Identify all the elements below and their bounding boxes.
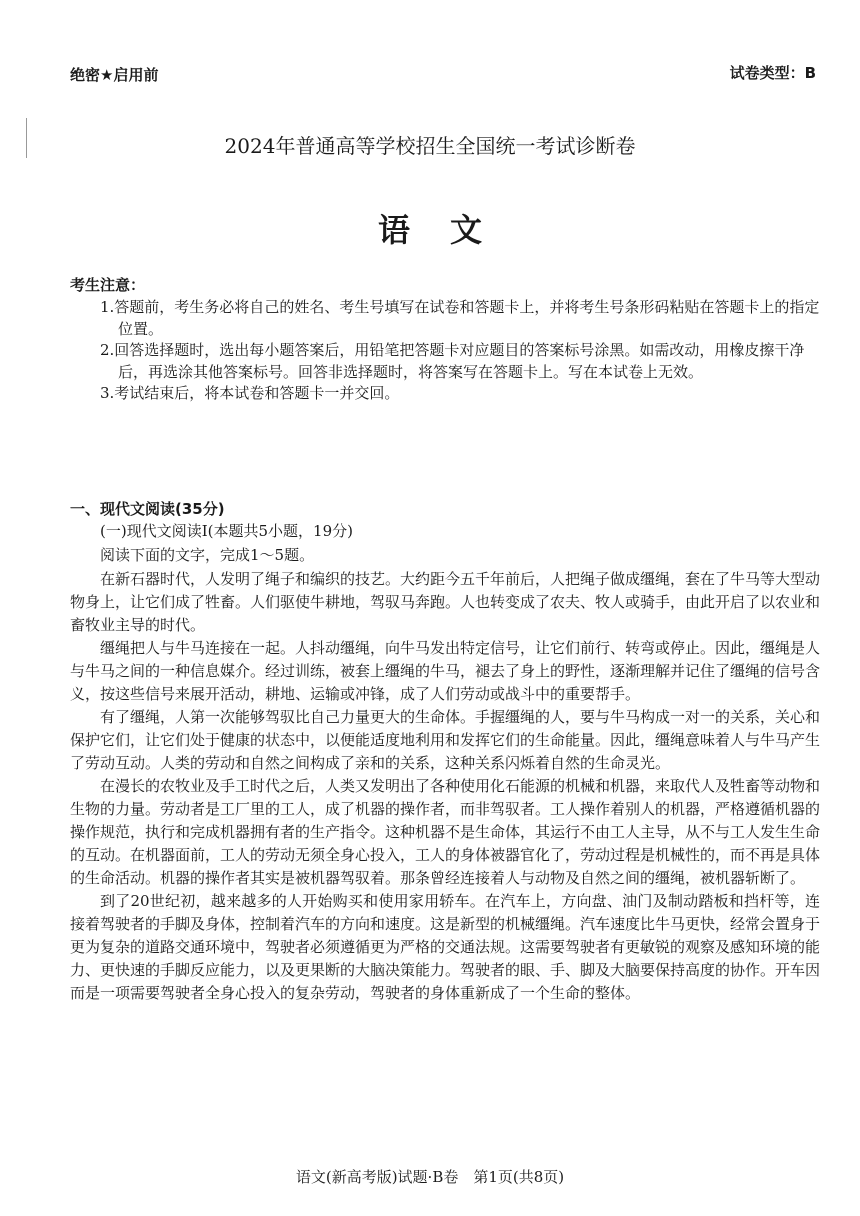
page-footer: 语文(新高考版)试题·B卷 第1页(共8页) (295, 1168, 565, 1186)
notice-item: 3.考试结束后，将本试卷和答题卡一并交回。 (100, 384, 400, 402)
reading-instruction: 阅读下面的文字，完成1～5题。 (100, 546, 315, 564)
passage-paragraph: 有了缰绳，人第一次能够驾驭比自己力量更大的生命体。手握缰绳的人，要与牛马构成一对一的关系，关心和保护它们，让它们处于健康的状态中，以便能适度地利用和发挥它们的生命能量。因此，缰绳意味着人与牛马产生了劳动互动。人类的劳动和自然之间构成了亲和的关系，这种关系闪烁着自然的生命灵光。 (70, 708, 821, 772)
passage-paragraph: 在新石器时代，人发明了绳子和编织的技艺。大约距今五千年前后，人把绳子做成缰绳，套在了牛马等大型动物身上，让它们成了牲畜。人们驱使牛耕地，驾驭马奔跑。人也转变成了农夫、牧人或骑手，由此开启了以农业和畜牧业主导的时代。 (70, 570, 821, 634)
subject-title: 语文 (377, 211, 522, 249)
notice-item: 2.回答选择题时，选出每小题答案后，用铅笔把答题卡对应题目的答案标号涂黑。如需改动，用橡皮擦干净后，再选涂其他答案标号。回答非选择题时，将答案写在答题卡上。写在本试卷上无效。 (100, 341, 805, 381)
paper-type-label: 试卷类型：B (729, 64, 816, 82)
exam-title: 2024年普通高等学校招生全国统一考试诊断卷 (224, 134, 636, 158)
reading-passage (70, 568, 820, 1005)
passage-paragraph: 缰绳把人与牛马连接在一起。人抖动缰绳，向牛马发出特定信号，让它们前行、转弯或停止。因此，缰绳是人与牛马之间的一种信息媒介。经过训练，被套上缰绳的牛马，褪去了身上的野性，逐渐理解并记住了缰绳的信号含义，按这些信号来展开活动，耕地、运输或冲锋，成了人们劳动或战斗中的重要帮手。 (70, 639, 821, 703)
confidential-label: 绝密★启用前 (70, 66, 159, 84)
notice-item: 1.答题前，考生务必将自己的姓名、考生号填写在试卷和答题卡上，并将考生号条形码粘贴在答题卡上的指定位置。 (100, 298, 820, 338)
passage-paragraph: 到了20世纪初，越来越多的人开始购买和使用家用轿车。在汽车上，方向盘、油门及制动踏板和挡杆等，连接着驾驶者的手脚及身体，控制着汽车的方向和速度。这是新型的机械缰绳。汽车速度比牛马更快，经常会置身于更为复杂的道路交通环境中，驾驶者必须遵循更为严格的交通法规。这需要驾驶者有更敏锐的观察及感知环境的能力、更快速的手脚反应能力，以及更果断的大脑决策能力。驾驶者的眼、手、脚及大脑要保持高度的协作。开车因而是一项需要驾驶者全身心投入的复杂劳动，驾驶者的身体重新成了一个生命的整体。 (70, 892, 821, 1002)
section-heading: 一、现代文阅读(35分) (70, 500, 225, 518)
notice-list (100, 297, 820, 405)
notice-heading: 考生注意： (70, 276, 146, 294)
subsection-heading: (一)现代文阅读Ⅰ(本题共5小题，19分) (100, 522, 353, 540)
passage-paragraph: 在漫长的农牧业及手工时代之后，人类又发明出了各种使用化石能源的机械和机器，来取代人及牲畜等动物和生物的力量。劳动者是工厂里的工人，成了机器的操作者，而非驾驭者。工人操作着别人的机器，严格遵循机器的操作规范，执行和完成机器拥有者的生产指令。这种机器不是生命体，其运行不由工人主导，从不与工人发生生命的互动。在机器面前，工人的劳动无须全身心投入，工人的身体被器官化了，劳动过程是机械性的，而不再是具体的生命活动。机器的操作者其实是被机器驾驭着。那条曾经连接着人与动物及自然之间的缰绳，被机器斩断了。 (70, 777, 821, 887)
